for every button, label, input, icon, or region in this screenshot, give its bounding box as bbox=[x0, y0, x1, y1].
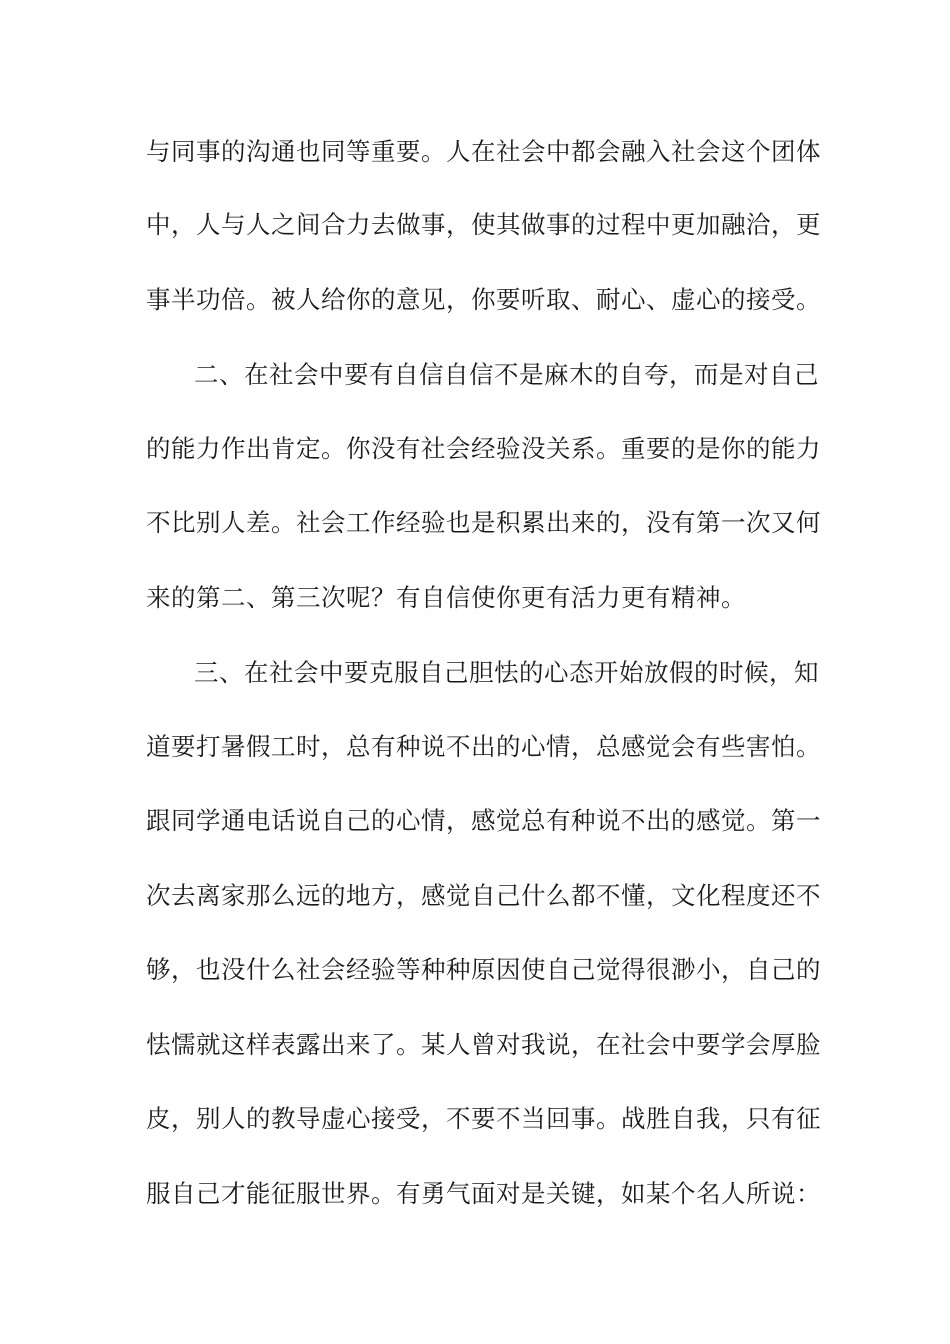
text-line: 跟同学通电话说自己的心情，感觉总有种说不出的感觉。第一 bbox=[146, 806, 821, 835]
text-line: 事半功倍。被人给你的意见，你要听取、耐心、虚心的接受。 bbox=[146, 285, 821, 314]
text-line: 不比别人差。社会工作经验也是积累出来的，没有第一次又何 bbox=[146, 508, 821, 537]
text-line: 与同事的沟通也同等重要。人在社会中都会融入社会这个团体 bbox=[146, 137, 821, 166]
text-line: 服自己才能征服世界。有勇气面对是关键，如某个名人所说： bbox=[146, 1179, 821, 1208]
text-line: 道要打暑假工时，总有种说不出的心情，总感觉会有些害怕。 bbox=[146, 732, 821, 761]
text-line: 怯懦就这样表露出来了。某人曾对我说，在社会中要学会厚脸 bbox=[146, 1030, 821, 1059]
text-line: 来的第二、第三次呢？有自信使你更有活力更有精神。 bbox=[146, 583, 746, 612]
paragraph-three-first-line: 三、在社会中要克服自己胆怯的心态开始放假的时候，知 bbox=[194, 658, 819, 687]
text-line: 皮，别人的教导虚心接受，不要不当回事。战胜自我，只有征 bbox=[146, 1104, 821, 1133]
text-line: 中，人与人之间合力去做事，使其做事的过程中更加融洽，更 bbox=[146, 210, 821, 239]
paragraph-two-first-line: 二、在社会中要有自信自信不是麻木的自夸，而是对自己 bbox=[194, 360, 819, 389]
text-line: 的能力作出肯定。你没有社会经验没关系。重要的是你的能力 bbox=[146, 434, 821, 463]
text-line: 够，也没什么社会经验等种种原因使自己觉得很渺小，自己的 bbox=[146, 955, 821, 984]
text-line: 次去离家那么远的地方，感觉自己什么都不懂，文化程度还不 bbox=[146, 881, 821, 910]
